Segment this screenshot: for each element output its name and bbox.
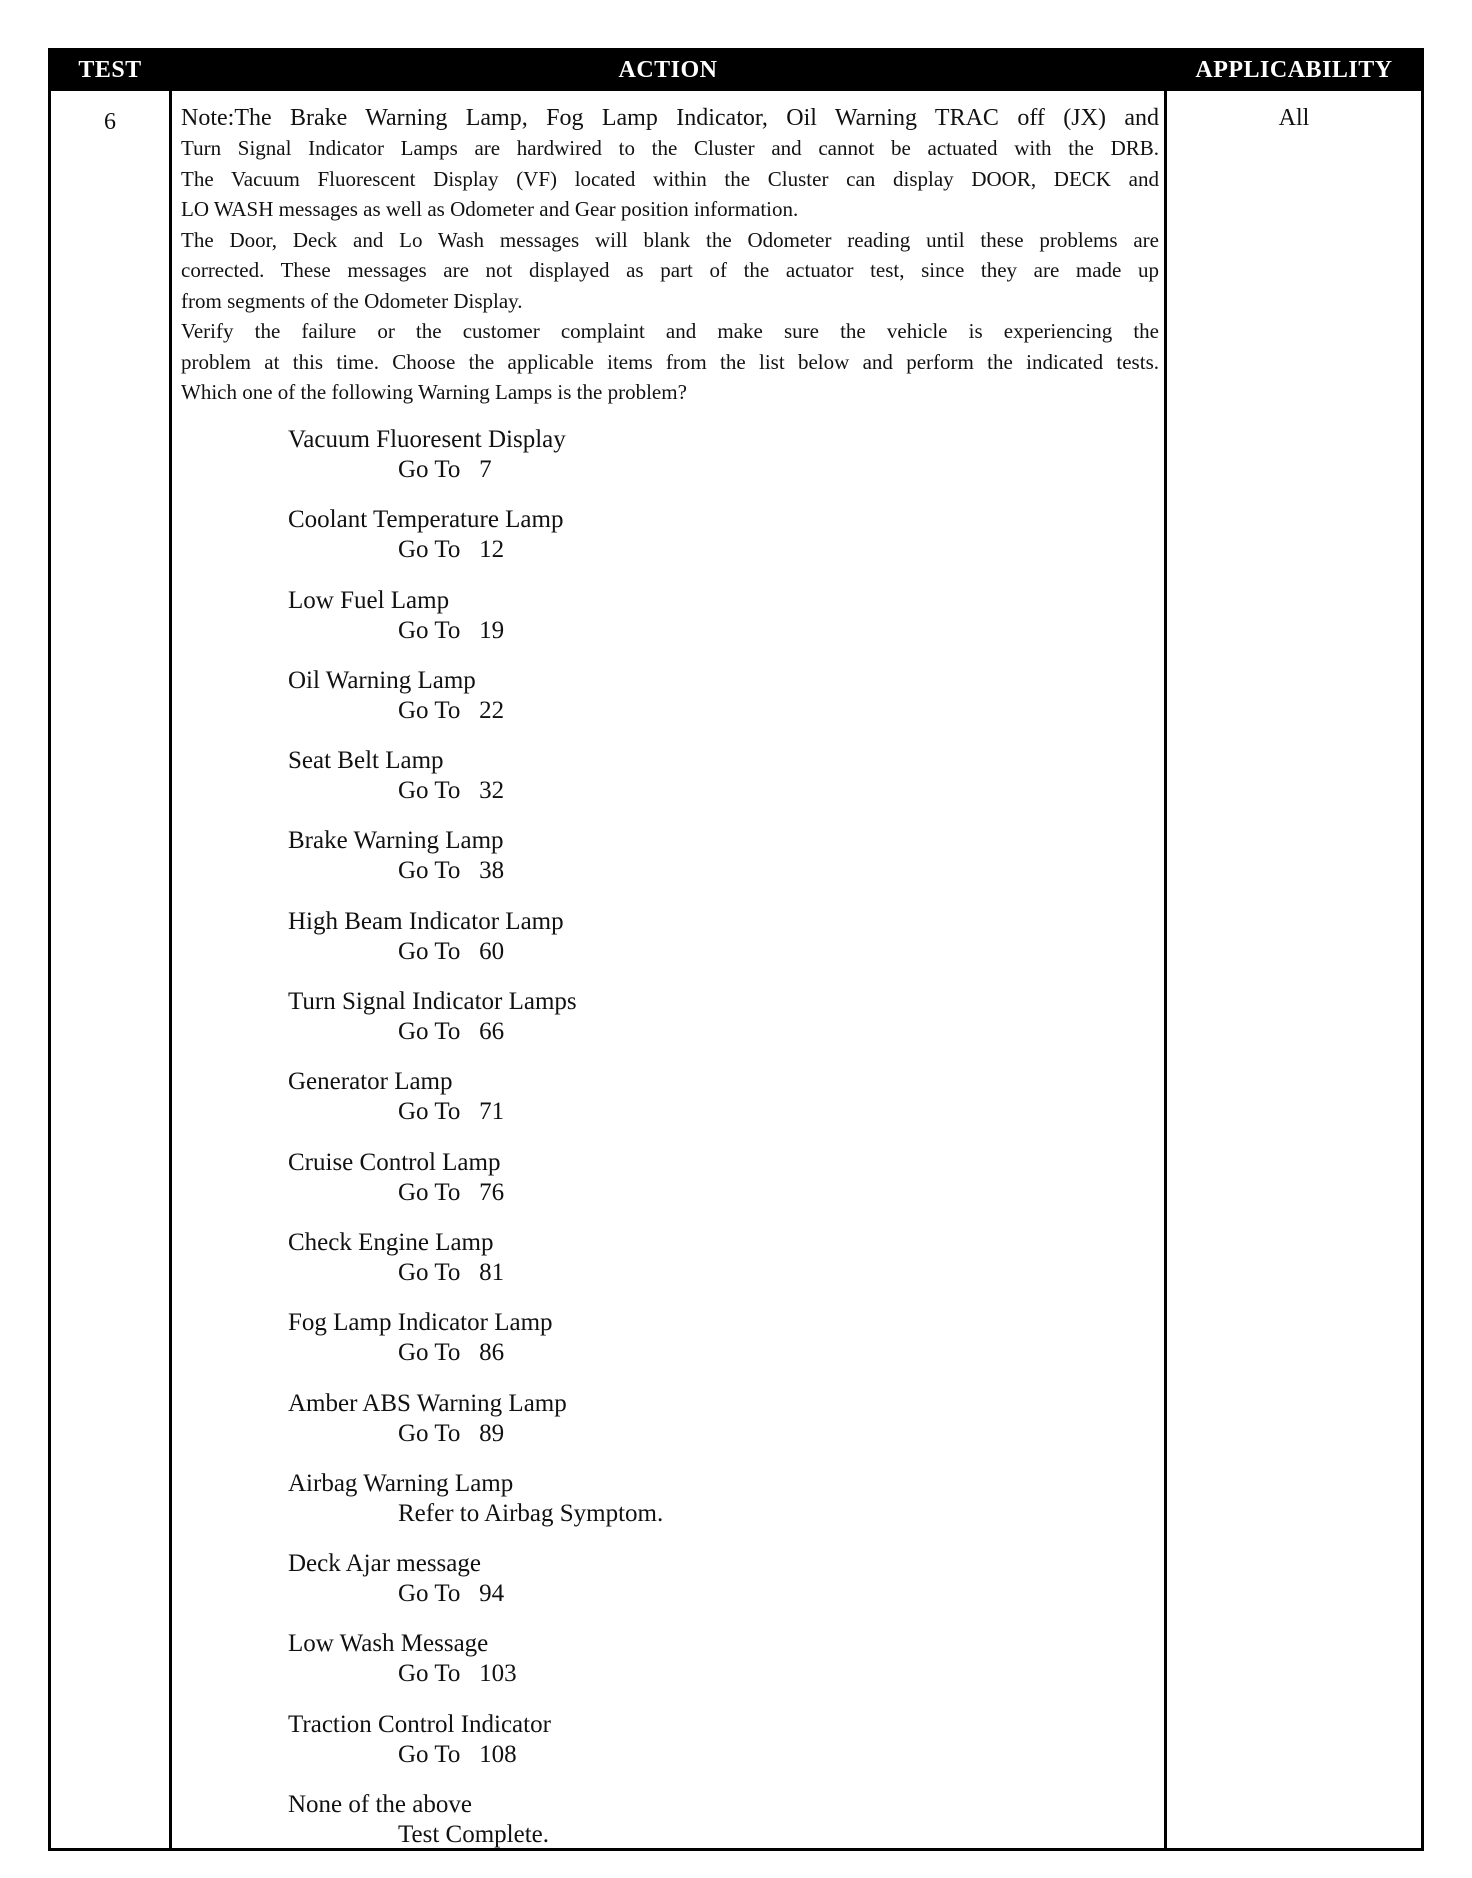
item-action: Go To 66 [398,1018,505,1046]
list-item [288,1148,663,1228]
list-item [288,1549,663,1629]
list-item [288,1228,663,1308]
note-line: Which one of the following Warning Lamps is the problem? [181,380,687,404]
item-name: Seat Belt Lamp [288,747,444,775]
item-action: Go To 94 [398,1580,505,1608]
column-divider [169,91,172,1848]
note-line: corrected. These messages are not displayed as part of the actuator test, since they are made up [181,258,1159,282]
list-item [288,907,663,987]
list-item [288,1067,663,1147]
column-divider [1164,91,1167,1848]
action-note [181,103,1159,408]
list-item [288,1469,663,1549]
list-item [288,505,663,585]
item-action: Go To 81 [398,1258,505,1286]
item-name: Turn Signal Indicator Lamps [288,988,577,1016]
list-item [288,1308,663,1388]
note-line: Note:The Brake Warning Lamp, Fog Lamp Indicator, Oil Warning TRAC off (JX) and [181,105,1159,131]
header-test: TEST [78,57,142,83]
table-header [51,51,1421,91]
item-action: Go To 19 [398,616,505,644]
item-action: Refer to Airbag Symptom. [398,1499,664,1527]
item-name: Brake Warning Lamp [288,827,504,855]
item-action: Go To 38 [398,857,505,885]
item-action: Go To 60 [398,937,505,965]
note-line: LO WASH messages as well as Odometer and Gear position information. [181,197,799,221]
item-name: Cruise Control Lamp [288,1148,501,1176]
list-item [288,1389,663,1469]
header-action: ACTION [618,57,718,83]
item-action: Go To 7 [398,456,492,483]
note-line: Turn Signal Indicator Lamps are hardwired to the Cluster and cannot be actuated with the DRB. [181,136,1159,160]
list-item [288,666,663,746]
diagnostic-table [48,48,1424,1851]
item-action: Go To 108 [398,1740,517,1768]
item-name: Airbag Warning Lamp [288,1469,514,1497]
note-line: from segments of the Odometer Display. [181,288,523,313]
item-name: Coolant Temperature Lamp [288,506,564,534]
note-line: problem at this time. Choose the applicable items from the list below and perform the indicated tests. [181,349,1159,374]
item-action: Go To 22 [398,696,505,724]
item-name: Oil Warning Lamp [288,666,476,694]
item-name: Fog Lamp Indicator Lamp [288,1309,553,1337]
list-item [288,586,663,666]
list-item [288,746,663,826]
item-name: Traction Control Indicator [288,1710,551,1738]
item-action: Go To 89 [398,1419,505,1447]
note-line: The Vacuum Fluorescent Display (VF) located within the Cluster can display DOOR, DECK and [181,166,1159,191]
item-name: Low Fuel Lamp [288,586,450,614]
item-action: Go To 32 [398,777,505,805]
item-name: High Beam Indicator Lamp [288,907,564,935]
applicability-value: All [1278,105,1310,131]
item-action: Go To 86 [398,1339,505,1367]
list-item [288,987,663,1067]
item-name: Amber ABS Warning Lamp [288,1389,567,1417]
list-item [288,425,663,505]
item-name: None of the above [288,1791,472,1819]
note-line: Verify the failure or the customer complaint and make sure the vehicle is experiencing the [181,319,1159,343]
item-action: Test Complete. [398,1821,550,1849]
item-action: Go To 12 [398,536,505,564]
list-item [288,1710,663,1790]
item-name: Generator Lamp [288,1068,453,1096]
item-action: Go To 103 [398,1660,517,1688]
item-action: Go To 76 [398,1178,505,1206]
item-name: Deck Ajar message [288,1550,481,1578]
header-applicability: APPLICABILITY [1195,57,1393,83]
item-name: Low Wash Message [288,1630,489,1658]
test-number: 6 [104,109,116,135]
note-line: The Door, Deck and Lo Wash messages will blank the Odometer reading until these problems are [181,227,1159,252]
list-item [288,1790,663,1870]
lamp-list [288,425,663,1870]
item-name: Check Engine Lamp [288,1228,494,1256]
item-action: Go To 71 [398,1098,505,1126]
list-item [288,826,663,906]
list-item [288,1629,663,1709]
item-name: Vacuum Fluoresent Display [288,426,566,453]
